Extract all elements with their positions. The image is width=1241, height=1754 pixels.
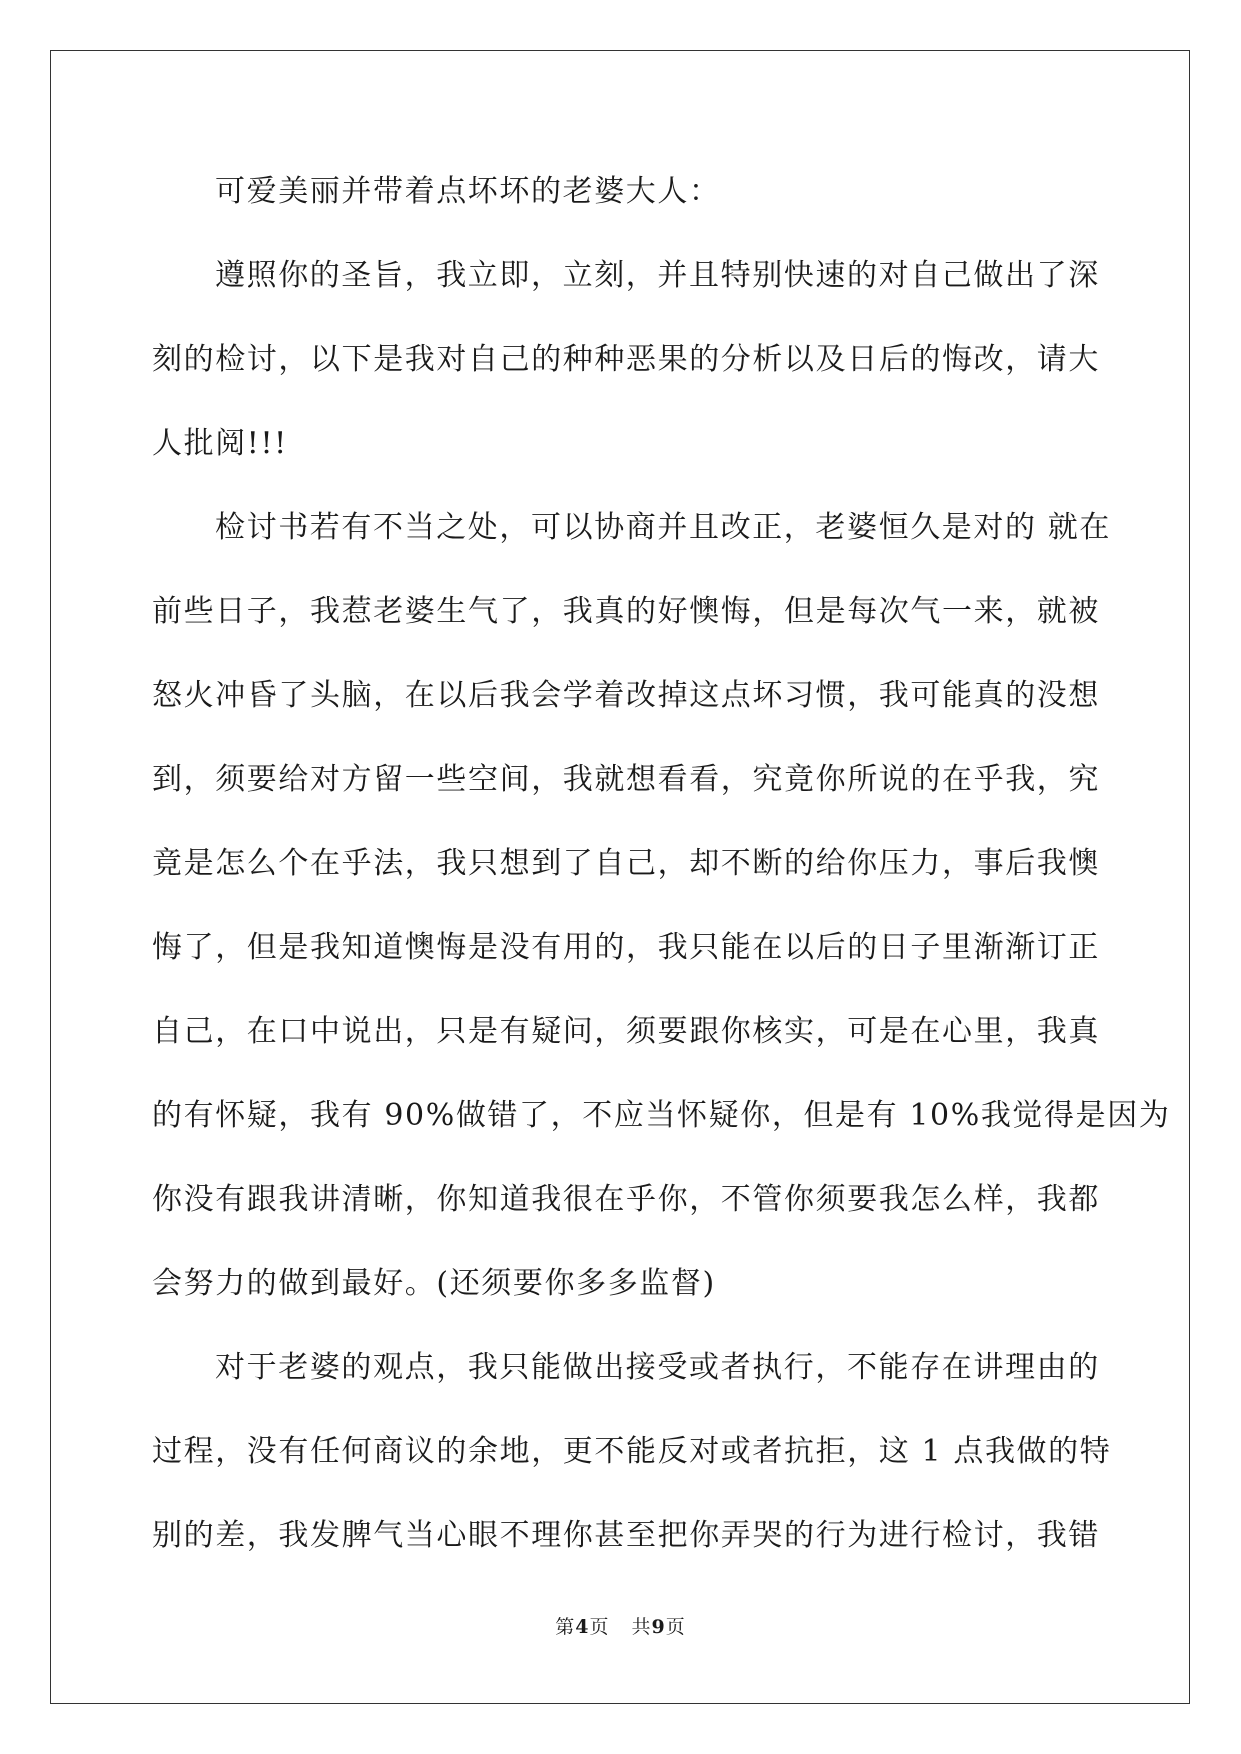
body-line: 竟是怎么个在乎法，我只想到了自己，却不断的给你压力，事后我懊 — [152, 846, 1100, 881]
page-label-prefix: 第 — [555, 1616, 576, 1638]
body-line: 怒火冲昏了头脑，在以后我会学着改掉这点坏习惯，我可能真的没想 — [152, 678, 1100, 713]
body-line: 你没有跟我讲清晰，你知道我很在乎你，不管你须要我怎么样，我都 — [152, 1182, 1100, 1217]
body-line: 过程，没有任何商议的余地，更不能反对或者抗拒，这 1 点我做的特 — [152, 1434, 1112, 1469]
page-number: 4 — [575, 1616, 590, 1638]
body-line: 刻的检讨，以下是我对自己的种种恶果的分析以及日后的悔改，请大 — [152, 342, 1100, 377]
page-label-suffix: 页 — [589, 1616, 610, 1638]
letter-body — [152, 162, 1171, 1590]
body-line: 对于老婆的观点，我只能做出接受或者执行，不能存在讲理由的 — [215, 1350, 1100, 1385]
body-line: 会努力的做到最好。(还须要你多多监督) — [152, 1266, 716, 1301]
total-label-suffix: 页 — [665, 1616, 686, 1638]
body-line: 悔了，但是我知道懊悔是没有用的，我只能在以后的日子里渐渐订正 — [152, 930, 1100, 965]
total-pages: 9 — [651, 1616, 666, 1638]
page-footer — [0, 1612, 1241, 1639]
body-line: 的有怀疑，我有 90%做错了，不应当怀疑你，但是有 10%我觉得是因为 — [152, 1098, 1171, 1133]
body-line: 遵照你的圣旨，我立即，立刻，并且特别快速的对自己做出了深 — [215, 258, 1100, 293]
body-line: 检讨书若有不当之处，可以协商并且改正，老婆恒久是对的 就在 — [215, 510, 1111, 545]
salutation-line: 可爱美丽并带着点坏坏的老婆大人： — [215, 174, 721, 209]
body-line: 别的差，我发脾气当心眼不理你甚至把你弄哭的行为进行检讨，我错 — [152, 1518, 1100, 1553]
body-line: 前些日子，我惹老婆生气了，我真的好懊悔，但是每次气一来，就被 — [152, 594, 1100, 629]
body-line: 人批阅!!! — [152, 426, 288, 461]
body-line: 到，须要给对方留一些空间，我就想看看，究竟你所说的在乎我，究 — [152, 762, 1100, 797]
total-label-prefix: 共 — [631, 1616, 652, 1638]
body-line: 自己，在口中说出，只是有疑问，须要跟你核实，可是在心里，我真 — [152, 1014, 1100, 1049]
